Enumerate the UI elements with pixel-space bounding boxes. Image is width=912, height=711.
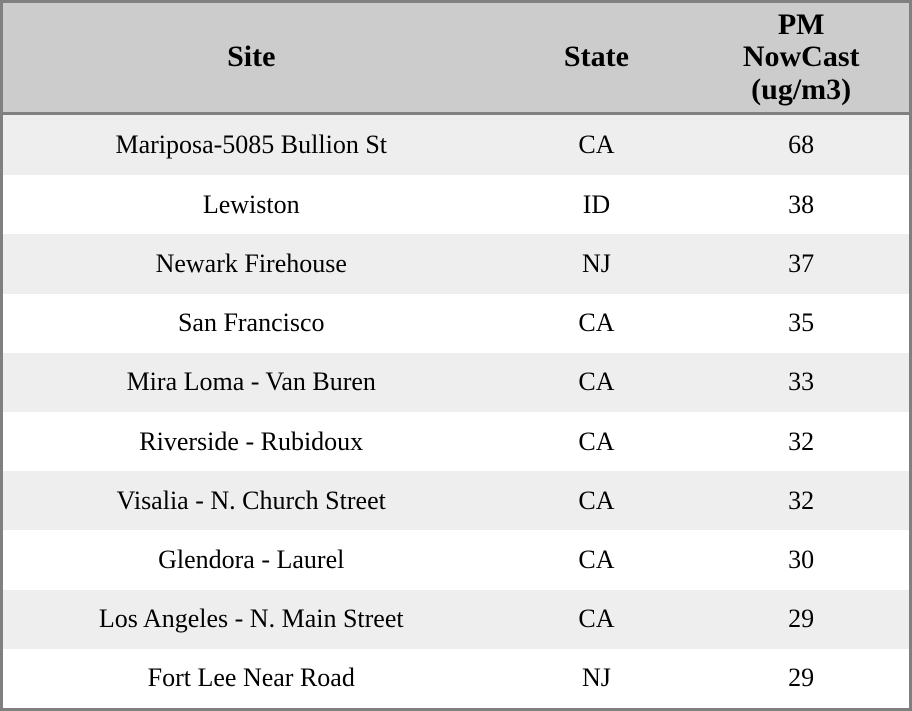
cell-state: CA (499, 530, 693, 589)
cell-value: 32 (693, 412, 909, 471)
cell-state: CA (499, 114, 693, 176)
column-header-site (3, 3, 499, 114)
cell-site: Newark Firehouse (3, 234, 499, 293)
table-row (3, 412, 909, 471)
table-row (3, 234, 909, 293)
cell-value: 30 (693, 530, 909, 589)
cell-site: Los Angeles - N. Main Street (3, 590, 499, 649)
cell-state: ID (499, 175, 693, 234)
column-header-state (499, 3, 693, 114)
cell-site: Visalia - N. Church Street (3, 471, 499, 530)
cell-value: 38 (693, 175, 909, 234)
cell-state: CA (499, 590, 693, 649)
cell-value: 32 (693, 471, 909, 530)
column-header-pm-nowcast-line1: PM (777, 8, 825, 41)
table-row (3, 353, 909, 412)
column-header-site-label: Site (227, 40, 276, 74)
cell-site: Mira Loma - Van Buren (3, 353, 499, 412)
table-row (3, 530, 909, 589)
table-header (3, 3, 909, 114)
cell-value: 68 (693, 114, 909, 176)
table-row (3, 471, 909, 530)
column-header-pm-nowcast (693, 3, 909, 114)
column-header-state-label: State (563, 40, 629, 74)
cell-site: Lewiston (3, 175, 499, 234)
cell-site: Mariposa-5085 Bullion St (3, 114, 499, 176)
table-row (3, 114, 909, 176)
table-body (3, 114, 909, 708)
cell-site: Fort Lee Near Road (3, 649, 499, 708)
cell-state: CA (499, 294, 693, 353)
cell-value: 29 (693, 590, 909, 649)
cell-site: San Francisco (3, 294, 499, 353)
cell-value: 33 (693, 353, 909, 412)
cell-state: CA (499, 412, 693, 471)
cell-state: CA (499, 353, 693, 412)
cell-value: 35 (693, 294, 909, 353)
cell-site: Glendora - Laurel (3, 530, 499, 589)
table-row (3, 590, 909, 649)
table-row (3, 649, 909, 708)
table-header-row (3, 3, 909, 114)
table-row (3, 294, 909, 353)
cell-state: NJ (499, 234, 693, 293)
cell-value: 37 (693, 234, 909, 293)
column-header-pm-nowcast-line2: NowCast (742, 40, 860, 74)
air-quality-table (3, 3, 909, 708)
cell-state: NJ (499, 649, 693, 708)
cell-value: 29 (693, 649, 909, 708)
cell-site: Riverside - Rubidoux (3, 412, 499, 471)
cell-state: CA (499, 471, 693, 530)
table-row (3, 175, 909, 234)
column-header-pm-nowcast-line3: (ug/m3) (751, 72, 852, 106)
